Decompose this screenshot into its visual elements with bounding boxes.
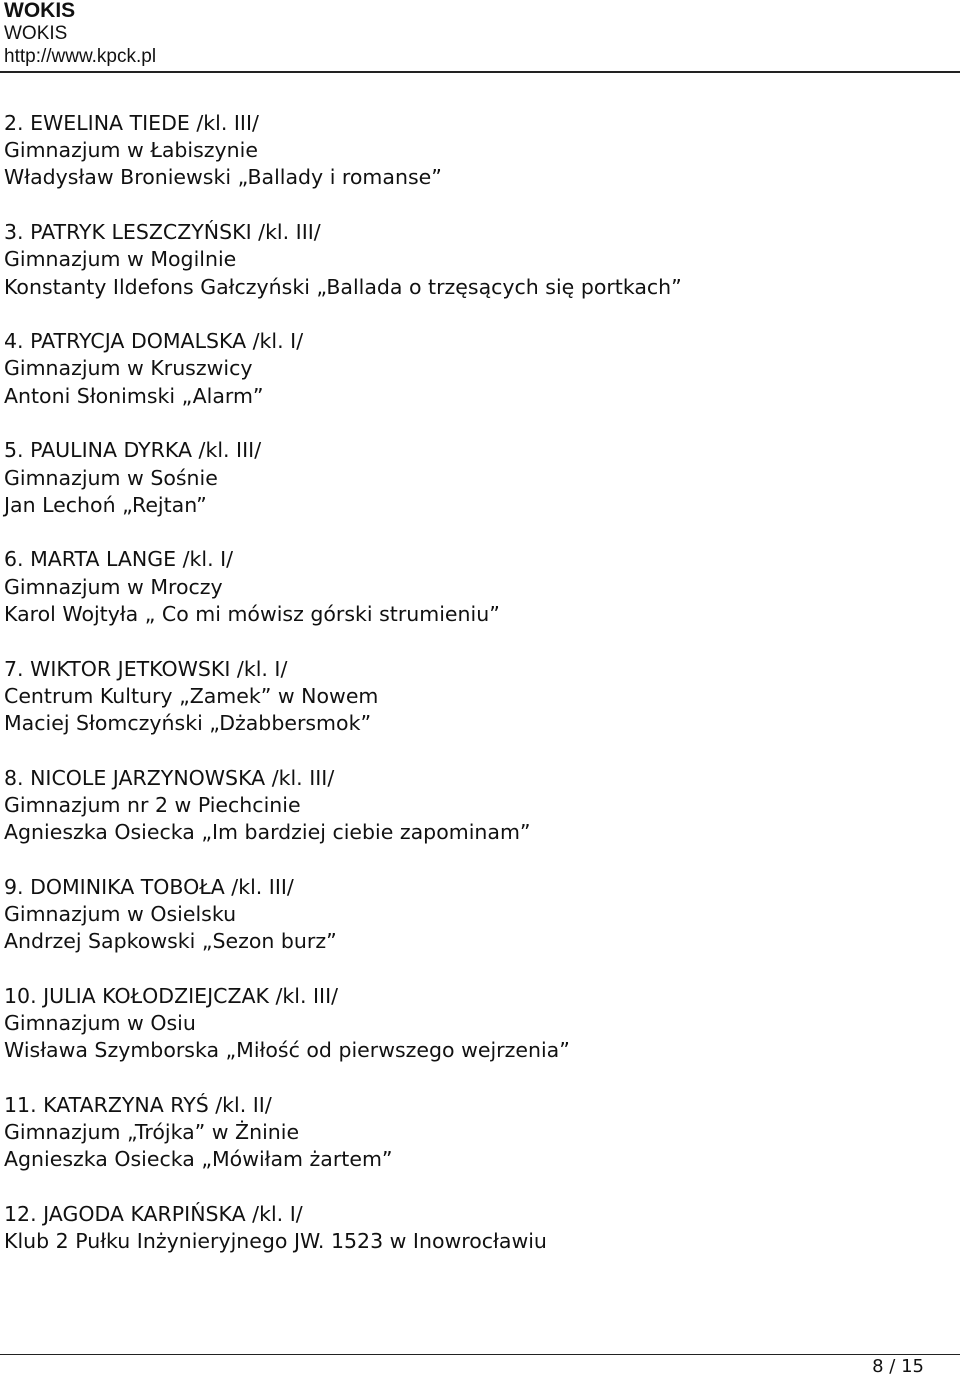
participant-school: Gimnazjum w Sośnie xyxy=(4,465,218,490)
participant-work: Jan Lechoń „Rejtan” xyxy=(4,492,207,517)
list-item xyxy=(4,219,944,301)
page-header xyxy=(4,0,956,68)
list-item xyxy=(4,546,944,628)
results-list xyxy=(4,110,944,1283)
list-item xyxy=(4,328,944,410)
site-title: WOKIS xyxy=(4,0,76,22)
participant-name: 3. PATRYK LESZCZYŃSKI /kl. III/ xyxy=(4,220,321,245)
participant-work: Konstanty Ildefons Gałczyński „Ballada o trzęsących się portkach” xyxy=(4,274,682,299)
participant-school: Gimnazjum nr 2 w Piechcinie xyxy=(4,792,301,817)
participant-name: 10. JULIA KOŁODZIEJCZAK /kl. III/ xyxy=(4,983,339,1008)
footer-divider xyxy=(0,1354,960,1355)
participant-work: Maciej Słomczyński „Dżabbersmok” xyxy=(4,710,372,735)
list-item xyxy=(4,765,944,847)
participant-work: Karol Wojtyła „ Co mi mówisz górski strumieniu” xyxy=(4,601,500,626)
participant-school: Gimnazjum w Osiu xyxy=(4,1011,196,1036)
participant-school: Klub 2 Pułku Inżynieryjnego JW. 1523 w Inowrocławiu xyxy=(4,1229,547,1254)
participant-name: 7. WIKTOR JETKOWSKI /kl. I/ xyxy=(4,656,288,681)
participant-school: Gimnazjum „Trójka” w Żninie xyxy=(4,1120,300,1145)
participant-school: Gimnazjum w Łabiszynie xyxy=(4,138,258,163)
participant-work: Antoni Słonimski „Alarm” xyxy=(4,383,264,408)
list-item xyxy=(4,1092,944,1174)
participant-name: 2. EWELINA TIEDE /kl. III/ xyxy=(4,111,259,135)
list-item xyxy=(4,1201,944,1255)
participant-name: 9. DOMINIKA TOBOŁA /kl. III/ xyxy=(4,874,294,899)
participant-school: Gimnazjum w Mroczy xyxy=(4,574,223,599)
participant-name: 12. JAGODA KARPIŃSKA /kl. I/ xyxy=(4,1202,303,1227)
participant-school: Gimnazjum w Kruszwicy xyxy=(4,356,253,381)
participant-name: 6. MARTA LANGE /kl. I/ xyxy=(4,547,234,572)
list-item xyxy=(4,437,944,519)
participant-work: Agnieszka Osiecka „Im bardziej ciebie zapominam” xyxy=(4,820,531,845)
participant-work: Agnieszka Osiecka „Mówiłam żartem” xyxy=(4,1147,393,1172)
participant-school: Centrum Kultury „Zamek” w Nowem xyxy=(4,683,379,708)
participant-work: Wisława Szymborska „Miłość od pierwszego wejrzenia” xyxy=(4,1038,570,1063)
participant-name: 11. KATARZYNA RYŚ /kl. II/ xyxy=(4,1092,272,1117)
participant-name: 5. PAULINA DYRKA /kl. III/ xyxy=(4,438,262,463)
header-divider xyxy=(0,71,960,73)
list-item xyxy=(4,983,944,1065)
participant-name: 8. NICOLE JARZYNOWSKA /kl. III/ xyxy=(4,765,335,790)
participant-school: Gimnazjum w Osielsku xyxy=(4,901,237,926)
participant-work: Andrzej Sapkowski „Sezon burz” xyxy=(4,929,337,954)
page-number: 8 / 15 xyxy=(872,1356,924,1377)
participant-work: Władysław Broniewski „Ballady i romanse” xyxy=(4,165,442,190)
list-item xyxy=(4,874,944,956)
site-subtitle: WOKIS xyxy=(4,23,68,44)
participant-name: 4. PATRYCJA DOMALSKA /kl. I/ xyxy=(4,329,304,354)
site-url[interactable]: http://www.kpck.pl xyxy=(4,46,157,67)
list-item xyxy=(4,656,944,738)
list-item xyxy=(4,110,944,192)
participant-school: Gimnazjum w Mogilnie xyxy=(4,247,237,272)
